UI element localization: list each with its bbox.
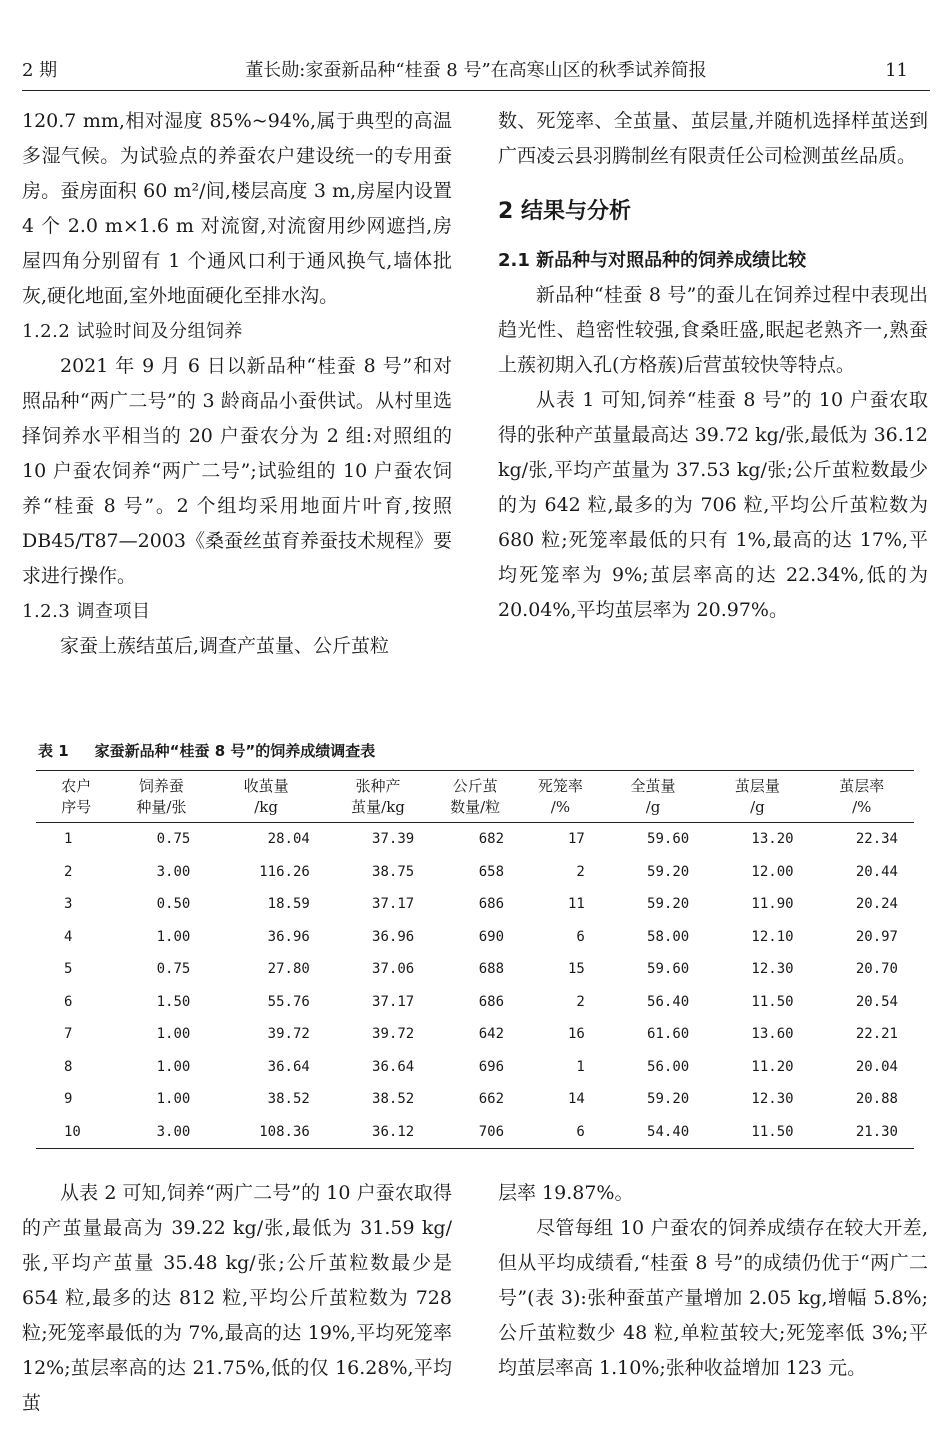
section-heading-1-2-3: 1.2.3 调查项目 xyxy=(22,601,151,622)
table-cell: 0.75 xyxy=(156,961,191,978)
table-cell: 11 xyxy=(567,896,585,913)
table-cell: 11.50 xyxy=(751,1123,794,1140)
table-cell: 6 xyxy=(576,928,585,945)
table-cell: 706 xyxy=(478,1123,505,1140)
table-cell: 0.75 xyxy=(156,831,191,848)
paragraph-environment: 120.7 mm,相对湿度 85%~94%,属于典型的高温多湿气候。为试验点的养蚕农户建设统一的专用蚕房。蚕房面积 60 m²/间,楼层高度 3 m,房屋内设置 4 个 2.0 m×1.6 m 对流窗,对流窗用纱网遮挡,房屋四角分别留有 1 个通风口利于通风换气,墙体批灰,硬化地面,室外地面硬化至排水沟。 xyxy=(22,110,452,307)
table-row xyxy=(36,1018,914,1051)
table-cell: 3.00 xyxy=(156,1123,191,1140)
table-cell: 27.80 xyxy=(267,961,310,978)
table-cell: 55.76 xyxy=(267,993,310,1010)
table-cell: 39.72 xyxy=(267,1026,310,1043)
table-cell: 37.17 xyxy=(372,896,415,913)
table-cell: 1.00 xyxy=(156,1058,191,1075)
table-cell: 20.88 xyxy=(855,1091,898,1108)
table-cell: 2 xyxy=(576,863,585,880)
table-cell: 58.00 xyxy=(647,928,690,945)
table-cell: 686 xyxy=(478,896,505,913)
table-cell: 2 xyxy=(64,863,73,880)
table-header-row xyxy=(36,771,914,823)
table-cell: 38.52 xyxy=(267,1091,310,1108)
table-cell: 1 xyxy=(64,831,73,848)
table-cell: 20.70 xyxy=(855,961,898,978)
table-cell: 9 xyxy=(64,1091,73,1108)
table-cell: 36.64 xyxy=(372,1058,415,1075)
table-cell: 59.20 xyxy=(647,863,690,880)
table-caption xyxy=(38,740,401,761)
table-cell: 20.44 xyxy=(855,863,898,880)
table-row xyxy=(36,953,914,986)
table-label: 表 1 xyxy=(38,742,69,760)
results-table xyxy=(36,770,914,1149)
paragraph-grouping: 2021 年 9 月 6 日以新品种“桂蚕 8 号”和对照品种“两广二号”的 3 龄商品小蚕供试。从村里选择饲养水平相当的 20 户蚕农分为 2 组:对照组的 10 户蚕农饲养“两广二号”;试验组的 10 户蚕农饲养“桂蚕 8 号”。2 个组均采用地面片叶育,按照 DB45/T87—2003《桑蚕丝茧育养蚕技术规程》要求进行操作。 xyxy=(22,355,452,587)
table-cell: 20.54 xyxy=(855,993,898,1010)
table-cell: 690 xyxy=(478,928,505,945)
col-header-shell-ratio: 茧层率 /% xyxy=(839,777,885,816)
col-header-cocoons-per-kg: 公斤茧 数量/粒 xyxy=(450,777,501,816)
table-cell: 3.00 xyxy=(156,863,191,880)
page-number: 11 xyxy=(885,60,908,81)
table-cell: 38.52 xyxy=(372,1091,415,1108)
table-cell: 36.64 xyxy=(267,1058,310,1075)
section-heading-1-2-2: 1.2.2 试验时间及分组饲养 xyxy=(22,321,244,342)
paragraph-table1-summary: 从表 1 可知,饲养“桂蚕 8 号”的 10 户蚕农取得的张种产茧量最高达 39.72 kg/张,最低为 36.12 kg/张,平均产茧量为 37.53 kg/张;公斤茧粒数最少的为 642 粒,最多的为 706 粒,平均公斤茧粒数为 680 粒;死笼率最低的只有 1%,最高的达 17%,平均死笼率为 9%;茧层率高的达 22.34%,低的为 20.04%,平均茧层率为 20.97%。 xyxy=(498,389,928,621)
table-cell: 59.20 xyxy=(647,1091,690,1108)
header-rule xyxy=(22,90,930,91)
col-header-cocoon-harvest: 收茧量 /kg xyxy=(243,777,289,816)
table-cell: 642 xyxy=(478,1026,505,1043)
table-cell: 20.24 xyxy=(855,896,898,913)
table-cell: 36.96 xyxy=(372,928,415,945)
table-cell: 11.50 xyxy=(751,993,794,1010)
table-cell: 18.59 xyxy=(267,896,310,913)
table-cell: 22.21 xyxy=(855,1026,898,1043)
table-cell: 39.72 xyxy=(372,1026,415,1043)
table-cell: 658 xyxy=(478,863,505,880)
table-cell: 36.12 xyxy=(372,1123,415,1140)
table-cell: 37.39 xyxy=(372,831,415,848)
table-title: 家蚕新品种“桂蚕 8 号”的饲养成绩调查表 xyxy=(94,742,376,760)
table-row xyxy=(36,986,914,1019)
col-header-shell-weight: 茧层量 /g xyxy=(734,777,780,816)
paragraph-comparison: 尽管每组 10 户蚕农的饲养成绩存在较大开差,但从平均成绩看,“桂蚕 8 号”的成绩仍优于“两广二号”(表 3):张种蚕茧产量增加 2.05 kg,增幅 5.8%;公斤茧粒数少 48 粒,单粒茧较大;死笼率低 3%;平均茧层率高 1.10%;张种收益增加 123 元。 xyxy=(498,1217,928,1379)
paragraph-table2-summary: 从表 2 可知,饲养“两广二号”的 10 户蚕农取得的产茧量最高为 39.22 kg/张,最低为 31.59 kg/张,平均产茧量 35.48 kg/张;公斤茧粒数最少是 654 粒,最多的达 812 粒,平均公斤茧粒数为 728 粒;死笼率最低的为 7%,最高的达 19%,平均死笼率 12%;茧层率高的达 21.75%,低的仅 16.28%,平均茧 xyxy=(22,1182,452,1414)
table-cell: 688 xyxy=(478,961,505,978)
table-cell: 15 xyxy=(567,961,585,978)
table-cell: 13.60 xyxy=(751,1026,794,1043)
table-body xyxy=(36,823,914,1149)
table-cell: 682 xyxy=(478,831,505,848)
table-cell: 14 xyxy=(567,1091,585,1108)
table-cell: 11.90 xyxy=(751,896,794,913)
issue-number: 2 期 xyxy=(22,60,58,81)
table-cell: 12.30 xyxy=(751,1091,794,1108)
table-cell: 37.06 xyxy=(372,961,415,978)
table-cell: 4 xyxy=(64,928,73,945)
col-header-whole-cocoon-weight: 全茧量 /g xyxy=(630,777,676,816)
paragraph-table2-continued: 层率 19.87%。 xyxy=(498,1182,634,1204)
col-header-silkworm-qty: 饲养蚕 种量/张 xyxy=(136,777,187,816)
table-cell: 6 xyxy=(576,1123,585,1140)
table-cell: 116.26 xyxy=(259,863,310,880)
table-cell: 56.40 xyxy=(647,993,690,1010)
table-cell: 108.36 xyxy=(259,1123,310,1140)
table-cell: 20.97 xyxy=(855,928,898,945)
paragraph-survey-items: 家蚕上蔟结茧后,调查产茧量、公斤茧粒 xyxy=(60,635,390,657)
table-cell: 59.20 xyxy=(647,896,690,913)
paragraph-new-variety: 新品种“桂蚕 8 号”的蚕儿在饲养过程中表现出趋光性、趋密性较强,食桑旺盛,眠起老熟齐一,熟蚕上蔟初期入孔(方格蔟)后营茧较快等特点。 xyxy=(498,284,928,376)
table-row xyxy=(36,823,914,856)
col-header-mortality: 死笼率 /% xyxy=(537,777,583,816)
table-cell: 1.00 xyxy=(156,928,191,945)
table-cell: 10 xyxy=(64,1123,81,1140)
table-cell: 696 xyxy=(478,1058,505,1075)
table-cell: 12.30 xyxy=(751,961,794,978)
left-column-bottom xyxy=(22,1176,452,1421)
table-cell: 16 xyxy=(567,1026,585,1043)
table-cell: 3 xyxy=(64,896,73,913)
table-cell: 37.17 xyxy=(372,993,415,1010)
running-header xyxy=(22,52,930,90)
running-title: 董长勋:家蚕新品种“桂蚕 8 号”在高寒山区的秋季试养简报 xyxy=(245,60,707,81)
table-cell: 1.50 xyxy=(156,993,191,1010)
right-column-bottom xyxy=(498,1176,928,1386)
table-cell: 8 xyxy=(64,1058,73,1075)
table-cell: 2 xyxy=(576,993,585,1010)
section-heading-2: 2 结果与分析 xyxy=(498,199,631,224)
table-cell: 1.00 xyxy=(156,1026,191,1043)
table-cell: 686 xyxy=(478,993,505,1010)
table-cell: 20.04 xyxy=(855,1058,898,1075)
table-row xyxy=(36,1083,914,1116)
table-cell: 662 xyxy=(478,1091,505,1108)
table-cell: 1.00 xyxy=(156,1091,191,1108)
paragraph-survey-continued: 数、死笼率、全茧量、茧层量,并随机选择样茧送到广西凌云县羽腾制丝有限责任公司检测茧丝品质。 xyxy=(498,110,928,167)
right-column-top xyxy=(498,104,928,628)
table-cell: 54.40 xyxy=(647,1123,690,1140)
table-cell: 6 xyxy=(64,993,73,1010)
table-cell: 36.96 xyxy=(267,928,310,945)
col-header-yield-per-box: 张种产 茧量/kg xyxy=(351,777,405,816)
table-cell: 13.20 xyxy=(751,831,794,848)
table-cell: 56.00 xyxy=(647,1058,690,1075)
table-cell: 7 xyxy=(64,1026,73,1043)
col-header-farmer: 农户 序号 xyxy=(61,777,92,816)
table-cell: 5 xyxy=(64,961,73,978)
table-cell: 59.60 xyxy=(647,831,690,848)
left-column-top xyxy=(22,104,452,664)
table-cell: 61.60 xyxy=(647,1026,690,1043)
table-cell: 12.10 xyxy=(751,928,794,945)
table-cell: 21.30 xyxy=(855,1123,898,1140)
table-cell: 38.75 xyxy=(372,863,415,880)
table-cell: 11.20 xyxy=(751,1058,794,1075)
table-cell: 17 xyxy=(567,831,585,848)
table-cell: 22.34 xyxy=(855,831,898,848)
table-row xyxy=(36,856,914,889)
table-row xyxy=(36,921,914,954)
table-cell: 12.00 xyxy=(751,863,794,880)
table-cell: 1 xyxy=(576,1058,585,1075)
table-cell: 0.50 xyxy=(156,896,191,913)
table-cell: 28.04 xyxy=(267,831,310,848)
table-row xyxy=(36,1116,914,1149)
section-heading-2-1: 2.1 新品种与对照品种的饲养成绩比较 xyxy=(498,250,807,271)
table-cell: 59.60 xyxy=(647,961,690,978)
table-row xyxy=(36,888,914,921)
table-row xyxy=(36,1051,914,1084)
